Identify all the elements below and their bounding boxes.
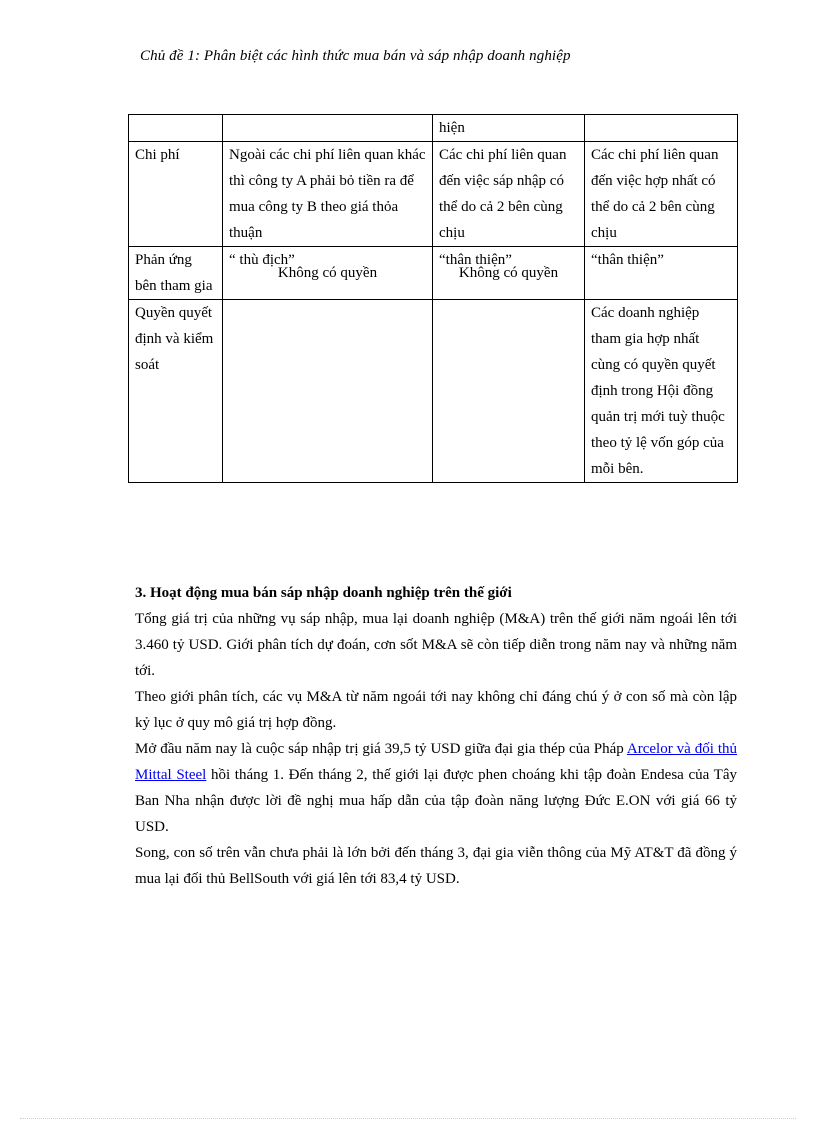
table-cell — [433, 265, 585, 483]
table-cell — [129, 115, 223, 142]
table-cell: Các doanh nghiệp tham gia hợp nhất cùng có quyền quyết định trong Hội đồng quản trị mới tuỳ thuộc theo tỷ lệ vốn góp của mỗi bên. — [585, 300, 738, 483]
section-3 — [135, 580, 737, 892]
table-row — [129, 142, 738, 247]
paragraph-text: Mở đầu năm nay là cuộc sáp nhập trị giá 39,5 tỷ USD giữa đại gia thép của Pháp — [135, 741, 627, 757]
table-row — [129, 300, 738, 483]
table-cell — [223, 115, 433, 142]
table-cell: “ thù địch” — [223, 247, 433, 300]
cell-text: Không có quyền — [458, 265, 559, 281]
row-label-cost: Chi phí — [129, 142, 223, 247]
paragraph — [135, 736, 737, 840]
comparison-table — [128, 114, 738, 483]
table-cell: “thân thiện” — [585, 247, 738, 300]
paragraph-text: hồi tháng 1. Đến tháng 2, thế giới lại được phen choáng khi tập đoàn Endesa của Tây Ban Nha nhận được lời đề nghị mua hấp dẫn của tập đoàn năng lượng Đức E.ON với giá 66 tỷ USD. — [135, 767, 737, 835]
table-cell: Ngoài các chi phí liên quan khác thì công ty A phải bỏ tiền ra để mua công ty B theo giá thỏa thuận — [223, 142, 433, 247]
page-bottom-divider — [20, 1118, 796, 1119]
table-cell — [223, 265, 433, 483]
table-cell: Các chi phí liên quan đến việc sáp nhập có thể do cả 2 bên cùng chịu — [433, 142, 585, 247]
section-heading: 3. Hoạt động mua bán sáp nhập doanh nghiệp trên thế giới — [135, 585, 512, 601]
row-label-reaction: Phản ứng bên tham gia — [129, 247, 223, 300]
page-header-title: Chủ đề 1: Phân biệt các hình thức mua bán và sáp nhập doanh nghiệp — [140, 48, 571, 64]
paragraph: Theo giới phân tích, các vụ M&A từ năm ngoái tới nay không chỉ đáng chú ý ở con số mà còn lập kỷ lục ở quy mô giá trị hợp đồng. — [135, 689, 737, 731]
table-row — [129, 115, 738, 142]
paragraph: Tổng giá trị của những vụ sáp nhập, mua lại doanh nghiệp (M&A) trên thế giới năm ngoái lên tới 3.460 tỷ USD. Giới phân tích dự đoán, cơn sốt M&A sẽ còn tiếp diễn trong năm nay và những năm tới. — [135, 611, 737, 679]
paragraph: Song, con số trên vẫn chưa phải là lớn bởi đến tháng 3, đại gia viễn thông của Mỹ AT&T đã đồng ý mua lại đối thủ BellSouth với giá lên tới 83,4 tỷ USD. — [135, 845, 737, 887]
table-cell: hiện — [433, 115, 585, 142]
arcelor-mittal-link[interactable]: Arcelor và đối thủ Mittal Steel — [135, 741, 737, 783]
table-cell: Các chi phí liên quan đến việc hợp nhất có thể do cả 2 bên cùng chịu — [585, 142, 738, 247]
table-cell — [585, 115, 738, 142]
table-row — [129, 247, 738, 300]
table-cell: “thân thiện” — [433, 247, 585, 300]
cell-text: Không có quyền — [277, 265, 378, 281]
row-label-control: Quyền quyết định và kiểm soát — [129, 300, 223, 483]
